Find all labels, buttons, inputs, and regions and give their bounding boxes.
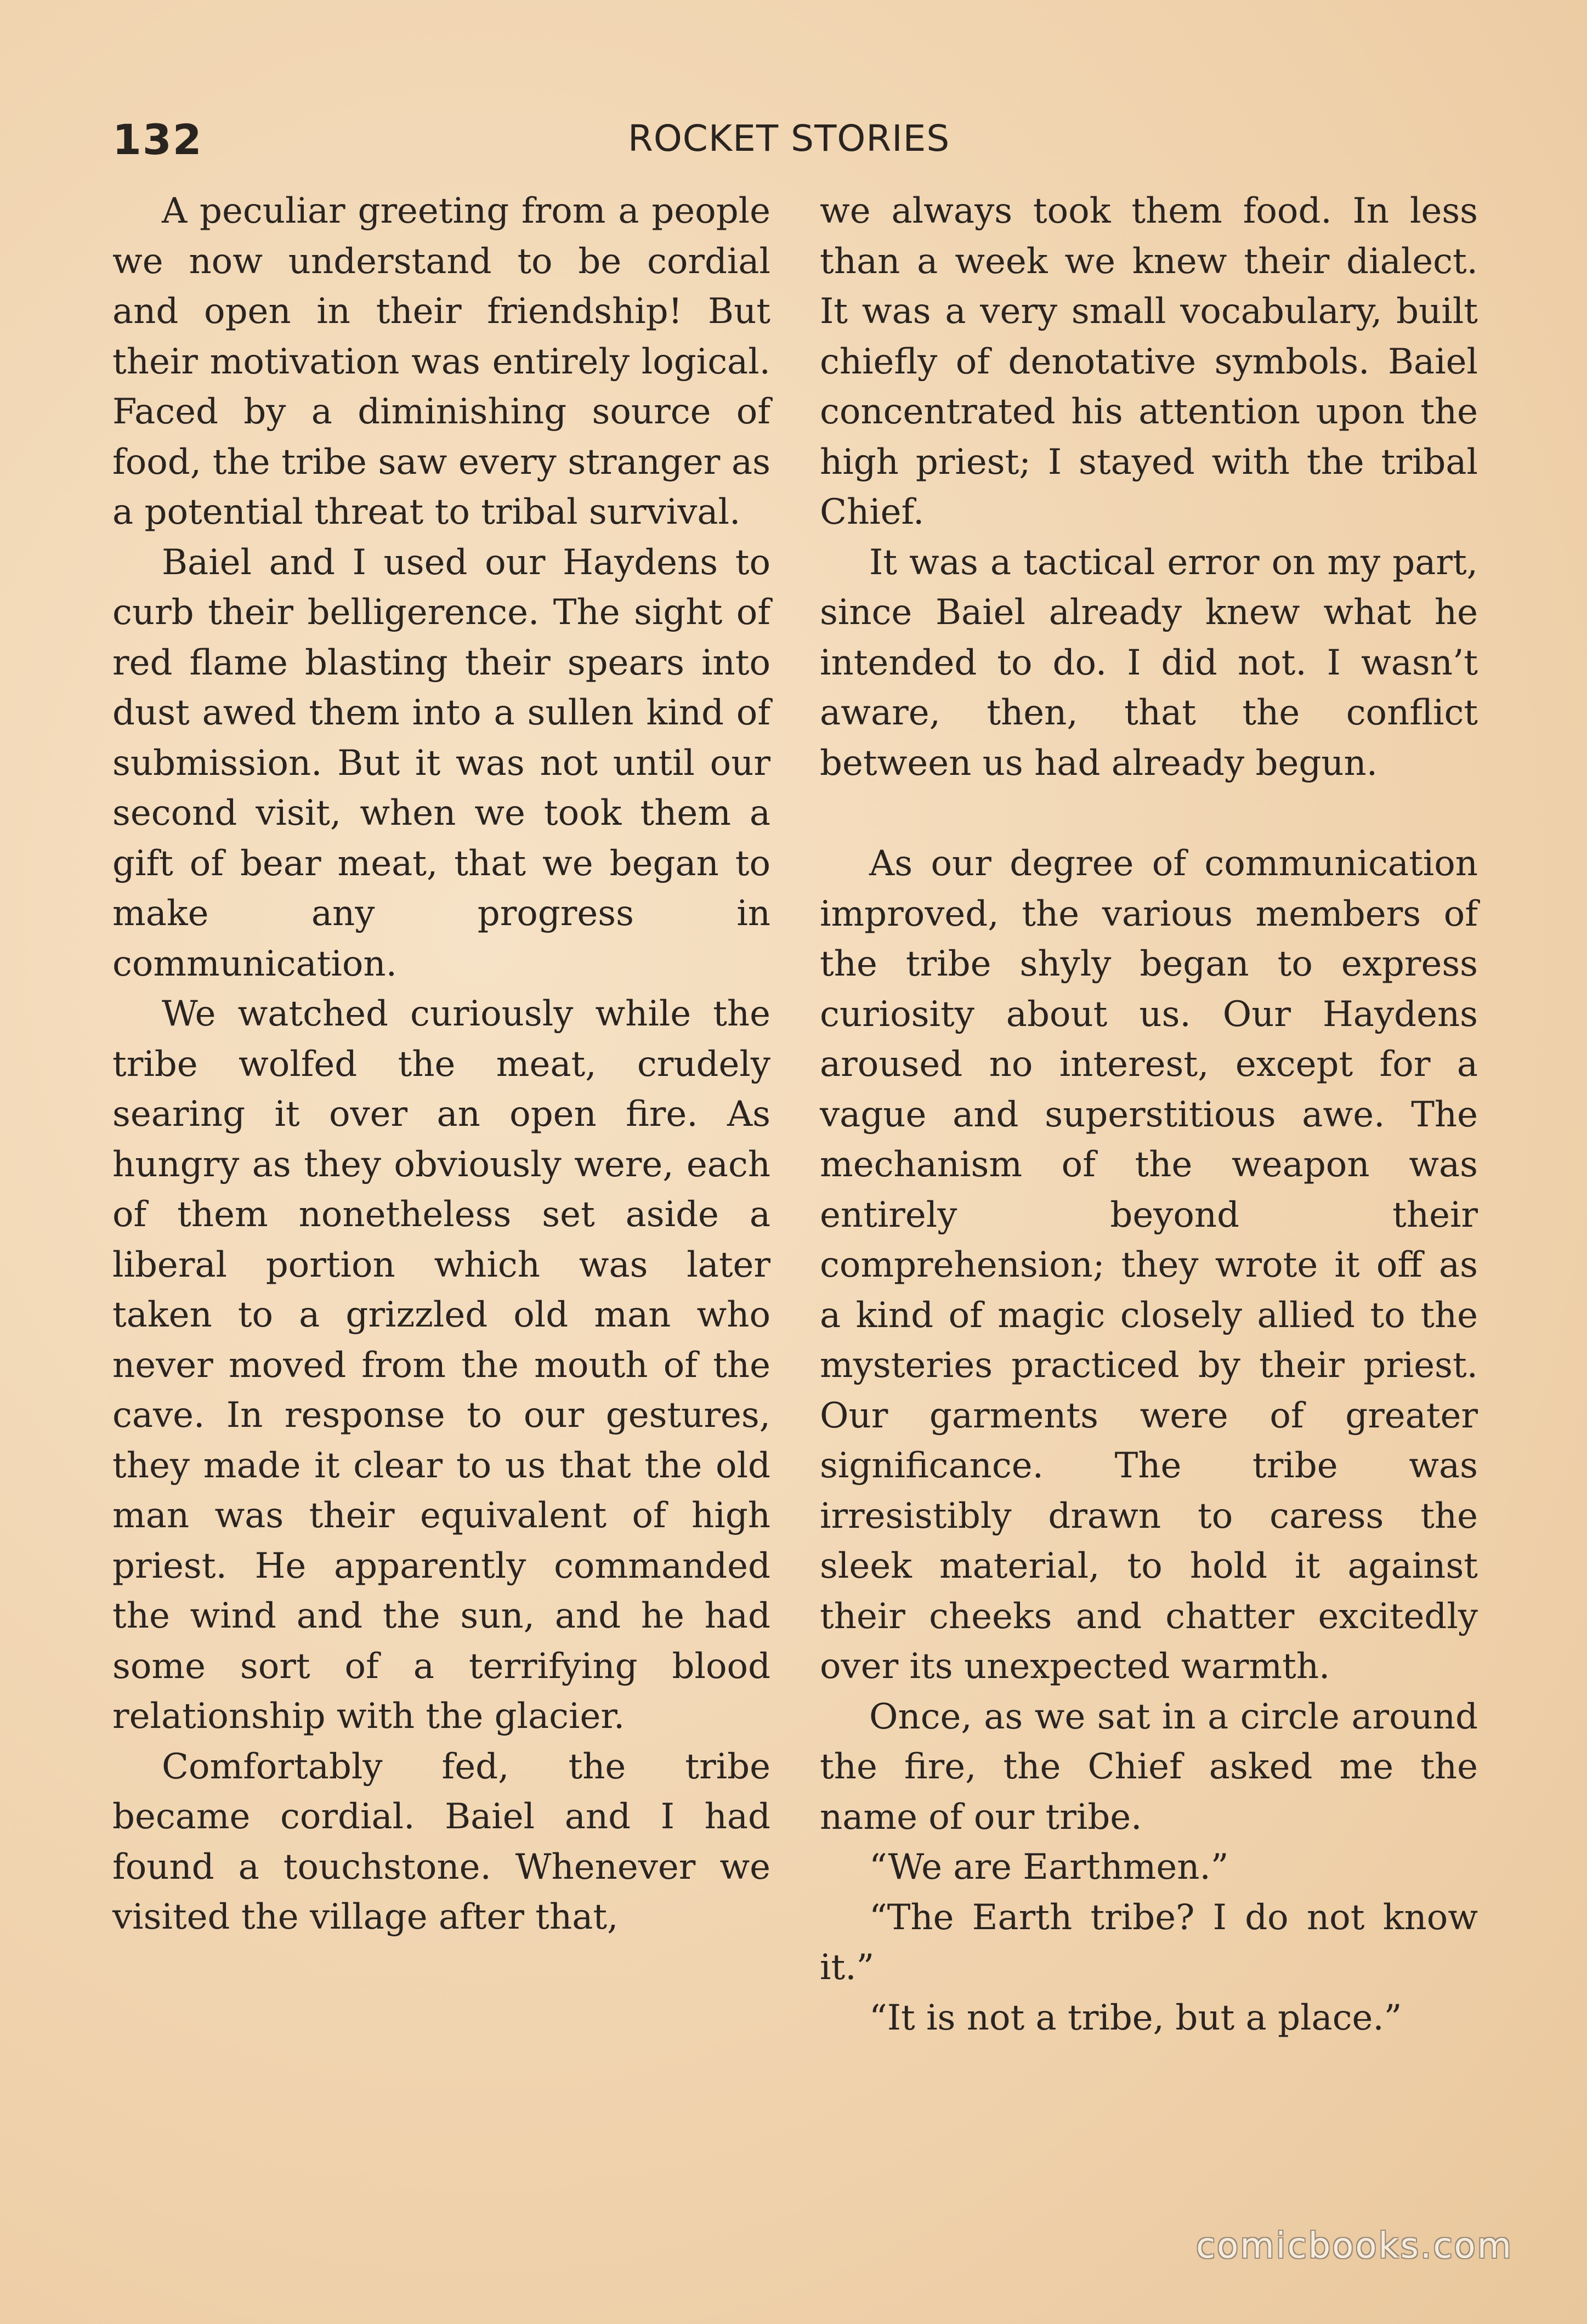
paragraph-continuation: we always took them food. In less than a week we knew their dialect. It was a very small vocabulary, built chiefly of denotative symbols. Baiel concentrated his attention upon the high priest; I stayed with the tribal Chief. <box>820 191 1478 532</box>
page-header <box>0 115 1587 170</box>
right-column <box>820 186 1478 2043</box>
page-number: 132 <box>112 115 203 164</box>
dialogue-line: “It is not a tribe, but a place.” <box>869 1997 1402 2038</box>
left-column <box>112 186 770 1943</box>
section-break <box>820 789 1478 839</box>
paragraph: A peculiar greeting from a people we now understand to be cordial and open in their friendship! But their motivation was entirely logical. Faced by a diminishing source of food, the tribe saw every stranger as a potential threat to tribal survival. <box>112 191 770 532</box>
paragraph: Baiel and I used our Haydens to curb their belligerence. The sight of red flame blasting their spears into dust awed them into a sullen kind of submission. But it was not until our second visit, when we took them a gift of bear meat, that we began to make any progress in communication. <box>112 542 770 984</box>
paragraph: Once, as we sat in a circle around the fire, the Chief asked me the name of our tribe. <box>820 1696 1478 1838</box>
paragraph: Comfortably fed, the tribe became cordial. Baiel and I had found a touchstone. Whenever we visited the village after that, <box>112 1746 770 1937</box>
paragraph: We watched curiously while the tribe wolfed the meat, crudely searing it over an open fire. As hungry as they obviously were, each of them nonetheless set aside a liberal portion which was later taken to a grizzled old man who never moved from the mouth of the cave. In response to our gestures, they made it clear to us that the old man was their equivalent of high priest. He apparently commanded the wind and the sun, and he had some sort of a terrifying blood relationship with the glacier. <box>112 994 770 1737</box>
running-title: ROCKET STORIES <box>628 117 950 160</box>
paragraph: It was a tactical error on my part, since Baiel already knew what he intended to do. I did not. I wasn’t aware, then, that the conflict between us had already begun. <box>820 542 1478 784</box>
paragraph: As our degree of communication improved, the various members of the tribe shyly began to express curiosity about us. Our Haydens aroused no interest, except for a vague and superstitious awe. The mechanism of the weapon was entirely beyond their comprehension; they wrote it off as a kind of magic closely allied to the mysteries practiced by their priest. Our garments were of greater significance. The tribe was irresistibly drawn to caress the sleek material, to hold it against their cheeks and chatter excitedly over its unexpected warmth. <box>820 843 1478 1687</box>
dialogue-line: “We are Earthmen.” <box>869 1847 1229 1887</box>
watermark: comicbooks.com <box>1195 2226 1513 2266</box>
dialogue-line: “The Earth tribe? I do not know it.” <box>820 1897 1478 1988</box>
